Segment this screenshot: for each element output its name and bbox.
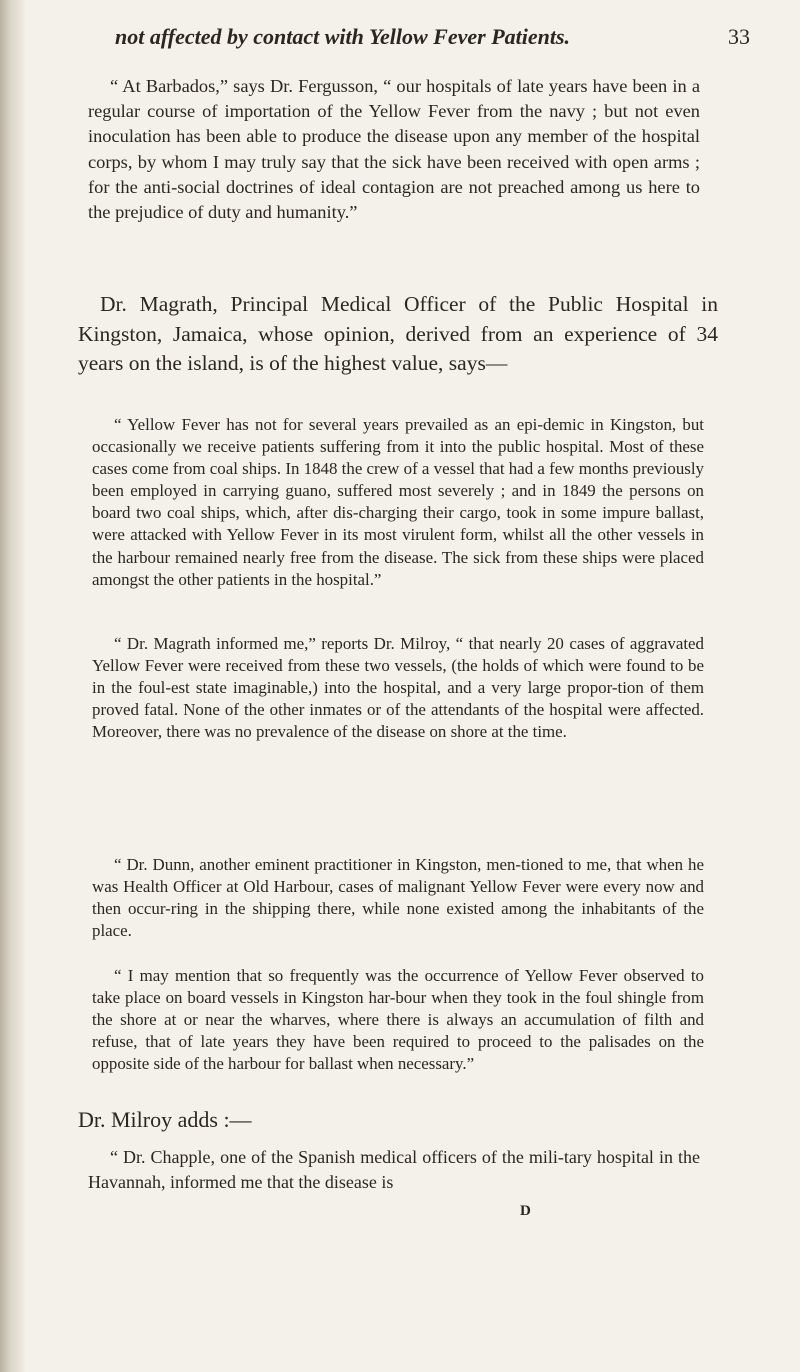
quote-dunn: “ Dr. Dunn, another eminent practitioner in Kingston, men-tioned to me, that when he was Health Officer at Old Harbour, cases of malignant Yellow Fever were every now and then occur-ring in the shipping there, while none existed among the inhabitants of the place. [92, 855, 704, 941]
milroy-adds-heading: Dr. Milroy adds :— [78, 1107, 252, 1132]
signature-mark: D [520, 1203, 531, 1219]
book-gutter-shadow [0, 0, 26, 1372]
paragraph-magrath: Dr. Magrath, Principal Medical Officer of the Public Hospital in Kingston, Jamaica, whose opinion, derived from an experience of 34 years on the island, is of the highest value, says— [78, 292, 718, 375]
quote-kingston: “ Yellow Fever has not for several years prevailed as an epi-demic in Kingston, but occasionally we receive patients suffering from it into the public hospital. Most of these cases come from coal ships. In 1848 the crew of a vessel that had a few months previously been employed in carrying guano, suffered most severely ; and in 1849 the persons on board two coal ships, which, after dis-charging their cargo, took in some impure ballast, were attacked with Yellow Fever in its most virulent form, whilst all the other vessels in the harbour remained nearly free from the disease. The sick from these ships were placed amongst the other patients in the hospital.” [92, 415, 704, 589]
quote-mention: “ I may mention that so frequently was the occurrence of Yellow Fever observed to take place on board vessels in Kingston har-bour when they took in the foul shingle from the shore at or near the wharves, where there is always an accumulation of filth and refuse, that of late years they have been required to proceed to the palisades on the opposite side of the harbour for ballast when necessary.” [92, 966, 704, 1074]
page-number: 33 [728, 24, 750, 49]
quote-chapple: “ Dr. Chapple, one of the Spanish medical officers of the mili-tary hospital in the Havannah, informed me that the disease is [88, 1147, 700, 1192]
quote-barbados: “ At Barbados,” says Dr. Fergusson, “ our hospitals of late years have been in a regular course of importation of the Yellow Fever from the navy ; but not even inoculation has been able to produce the disease upon any member of the hospital corps, by whom I may truly say that the sick have been received with open arms ; for the anti-social doctrines of ideal contagion are not preached among us here to the prejudice of duty and humanity.” [88, 76, 700, 223]
running-title: not affected by contact with Yellow Fever Patients. [115, 24, 571, 49]
quote-milroy: “ Dr. Magrath informed me,” reports Dr. Milroy, “ that nearly 20 cases of aggravated Yellow Fever were received from these two vessels, (the holds of which were found to be in the foul-est state imaginable,) into the hospital, and a very large propor-tion of them proved fatal. None of the other inmates or of the attendants of the hospital were affected. Moreover, there was no prevalence of the disease on shore at the time. [92, 634, 704, 742]
running-head [60, 24, 750, 58]
